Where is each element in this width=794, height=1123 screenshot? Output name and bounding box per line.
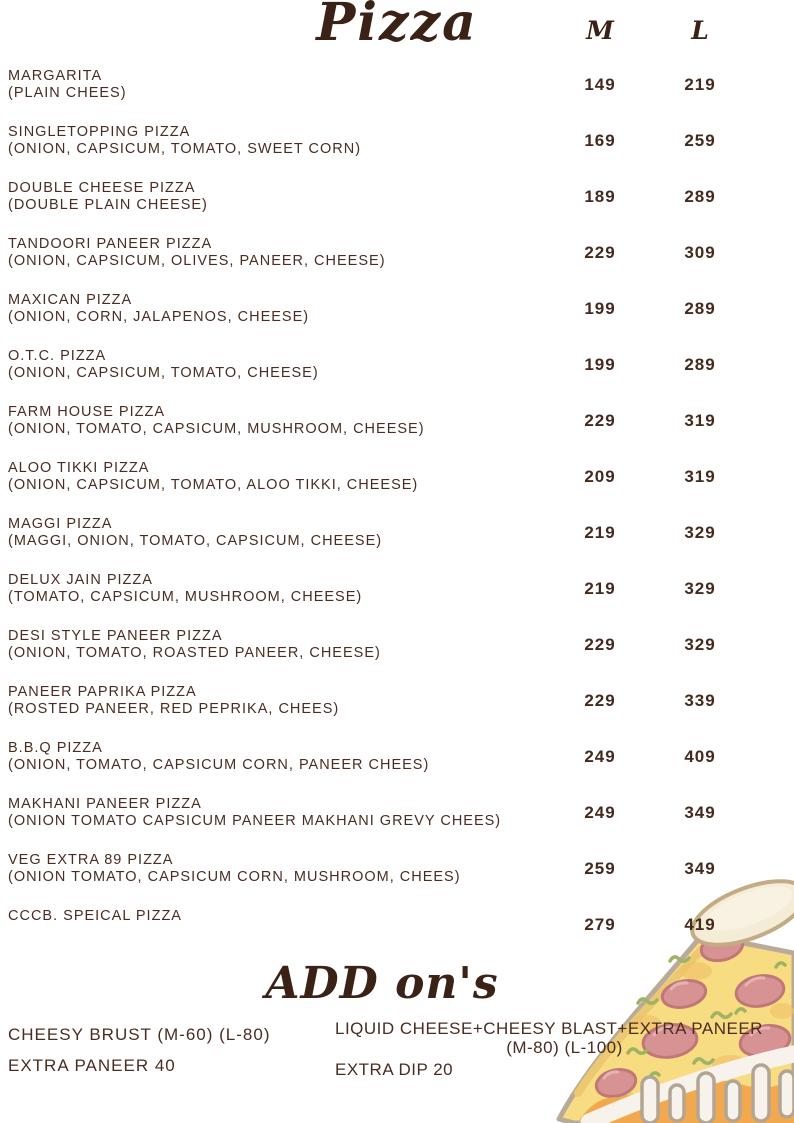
menu-item-text [8, 460, 550, 494]
item-ingredients: (MAGGI, ONION, TOMATO, CAPSICUM, CHEESE) [8, 533, 383, 549]
item-name: O.T.C. PIZZA [8, 348, 107, 364]
item-ingredients [8, 925, 550, 942]
item-name: FARM HOUSE PIZZA [8, 404, 165, 420]
menu-item-text [8, 852, 550, 886]
item-price-large: 319 [684, 467, 716, 486]
item-price-large: 329 [684, 579, 716, 598]
item-price-medium: 229 [584, 635, 616, 654]
addons-left-column [8, 1019, 335, 1081]
item-ingredients: (TOMATO, CAPSICUM, MUSHROOM, CHEESE) [8, 589, 363, 605]
menu-item-row [8, 796, 750, 830]
item-price-large: 289 [684, 355, 716, 374]
item-name: SINGLETOPPING PIZZA [8, 124, 191, 140]
size-header-large: L [691, 16, 709, 45]
item-ingredients: (PLAIN CHEES) [8, 85, 127, 101]
item-name: PANEER PAPRIKA PIZZA [8, 684, 197, 700]
addon-extra-dip: EXTRA DIP 20 [335, 1060, 454, 1079]
item-name: MAGGI PIZZA [8, 516, 113, 532]
item-price-large: 419 [684, 915, 716, 934]
menu-item-row [8, 684, 750, 718]
item-price-medium: 209 [584, 467, 616, 486]
item-price-large: 289 [684, 299, 716, 318]
item-ingredients: (ROSTED PANEER, RED PEPRIKA, CHEES) [8, 701, 340, 717]
menu-item-text [8, 404, 550, 438]
item-ingredients: (DOUBLE PLAIN CHEESE) [8, 197, 208, 213]
page-title: Pizza [316, 0, 478, 53]
item-price-medium: 279 [584, 915, 616, 934]
item-price-large: 349 [684, 803, 716, 822]
menu-item-row [8, 348, 750, 382]
item-name: MAKHANI PANEER PIZZA [8, 796, 202, 812]
menu-item-text [8, 180, 550, 214]
item-price-large: 219 [684, 75, 716, 94]
item-price-medium: 249 [584, 803, 616, 822]
item-price-medium: 259 [584, 859, 616, 878]
menu-item-text [8, 908, 550, 942]
item-price-medium: 219 [584, 579, 616, 598]
menu-item-row [8, 292, 750, 326]
item-price-medium: 199 [584, 355, 616, 374]
item-name: CCCB. SPEICAL PIZZA [8, 908, 182, 924]
item-ingredients: (ONION, CORN, JALAPENOS, CHEESE) [8, 309, 310, 325]
pizza-menu-list [0, 60, 794, 942]
menu-item-row [8, 516, 750, 550]
item-ingredients: (ONION, TOMATO, CAPSICUM, MUSHROOM, CHEESE) [8, 421, 425, 437]
item-name: ALOO TIKKI PIZZA [8, 460, 150, 476]
menu-item-text [8, 348, 550, 382]
menu-item-row [8, 236, 750, 270]
item-name: MAXICAN PIZZA [8, 292, 133, 308]
item-name: B.B.Q PIZZA [8, 740, 103, 756]
item-price-medium: 229 [584, 691, 616, 710]
addons-columns [0, 1009, 794, 1081]
addon-combo-sizes: (M-80) (L-100) [506, 1038, 623, 1057]
menu-item-text [8, 796, 550, 830]
item-ingredients: (ONION, TOMATO, ROASTED PANEER, CHEESE) [8, 645, 381, 661]
item-price-large: 319 [684, 411, 716, 430]
addons-section [0, 958, 794, 1081]
item-price-large: 409 [684, 747, 716, 766]
item-price-medium: 219 [584, 523, 616, 542]
item-price-medium: 199 [584, 299, 616, 318]
menu-item-row [8, 852, 750, 886]
addon-extra-paneer: EXTRA PANEER 40 [8, 1056, 176, 1075]
item-price-large: 259 [684, 131, 716, 150]
item-price-large: 329 [684, 523, 716, 542]
item-price-large: 329 [684, 635, 716, 654]
menu-item-text [8, 124, 550, 158]
item-name: DESI STYLE PANEER PIZZA [8, 628, 223, 644]
menu-item-row [8, 740, 750, 774]
menu-item-text [8, 684, 550, 718]
item-price-medium: 249 [584, 747, 616, 766]
item-price-large: 349 [684, 859, 716, 878]
menu-item-row [8, 180, 750, 214]
size-header-medium: M [586, 16, 614, 45]
item-name: VEG EXTRA 89 PIZZA [8, 852, 174, 868]
item-name: DOUBLE CHEESE PIZZA [8, 180, 196, 196]
item-price-medium: 229 [584, 243, 616, 262]
menu-header [0, 0, 794, 60]
menu-item-row [8, 124, 750, 158]
menu-item-row [8, 68, 750, 102]
item-ingredients: (ONION, TOMATO, CAPSICUM CORN, PANEER CHEES) [8, 757, 430, 773]
item-ingredients: (ONION TOMATO, CAPSICUM CORN, MUSHROOM, CHEES) [8, 869, 461, 885]
menu-item-row [8, 908, 750, 942]
addon-cheesy-burst: CHEESY BRUST (M-60) (L-80) [8, 1025, 271, 1044]
menu-item-text [8, 292, 550, 326]
item-price-large: 339 [684, 691, 716, 710]
item-name: TANDOORI PANEER PIZZA [8, 236, 213, 252]
addons-title: ADD on's [265, 958, 499, 1009]
menu-item-text [8, 628, 550, 662]
addon-liquid-cheese-combo: LIQUID CHEESE+CHEESY BLAST+EXTRA PANEER [335, 1019, 763, 1038]
item-ingredients: (ONION TOMATO CAPSICUM PANEER MAKHANI GREVY CHEES) [8, 813, 502, 829]
menu-item-text [8, 236, 550, 270]
item-price-medium: 149 [584, 75, 616, 94]
item-ingredients: (ONION, CAPSICUM, OLIVES, PANEER, CHEESE) [8, 253, 386, 269]
menu-item-row [8, 628, 750, 662]
menu-item-text [8, 516, 550, 550]
menu-item-text [8, 68, 550, 102]
menu-item-row [8, 572, 750, 606]
item-price-medium: 169 [584, 131, 616, 150]
menu-item-row [8, 460, 750, 494]
item-ingredients: (ONION, CAPSICUM, TOMATO, ALOO TIKKI, CHEESE) [8, 477, 419, 493]
addons-right-column [335, 1019, 794, 1081]
menu-item-row [8, 404, 750, 438]
item-name: DELUX JAIN PIZZA [8, 572, 153, 588]
menu-item-text [8, 572, 550, 606]
item-price-medium: 189 [584, 187, 616, 206]
item-name: MARGARITA [8, 68, 103, 84]
item-ingredients: (ONION, CAPSICUM, TOMATO, CHEESE) [8, 365, 319, 381]
item-price-medium: 229 [584, 411, 616, 430]
menu-item-text [8, 740, 550, 774]
item-price-large: 309 [684, 243, 716, 262]
item-price-large: 289 [684, 187, 716, 206]
item-ingredients: (ONION, CAPSICUM, TOMATO, SWEET CORN) [8, 141, 362, 157]
